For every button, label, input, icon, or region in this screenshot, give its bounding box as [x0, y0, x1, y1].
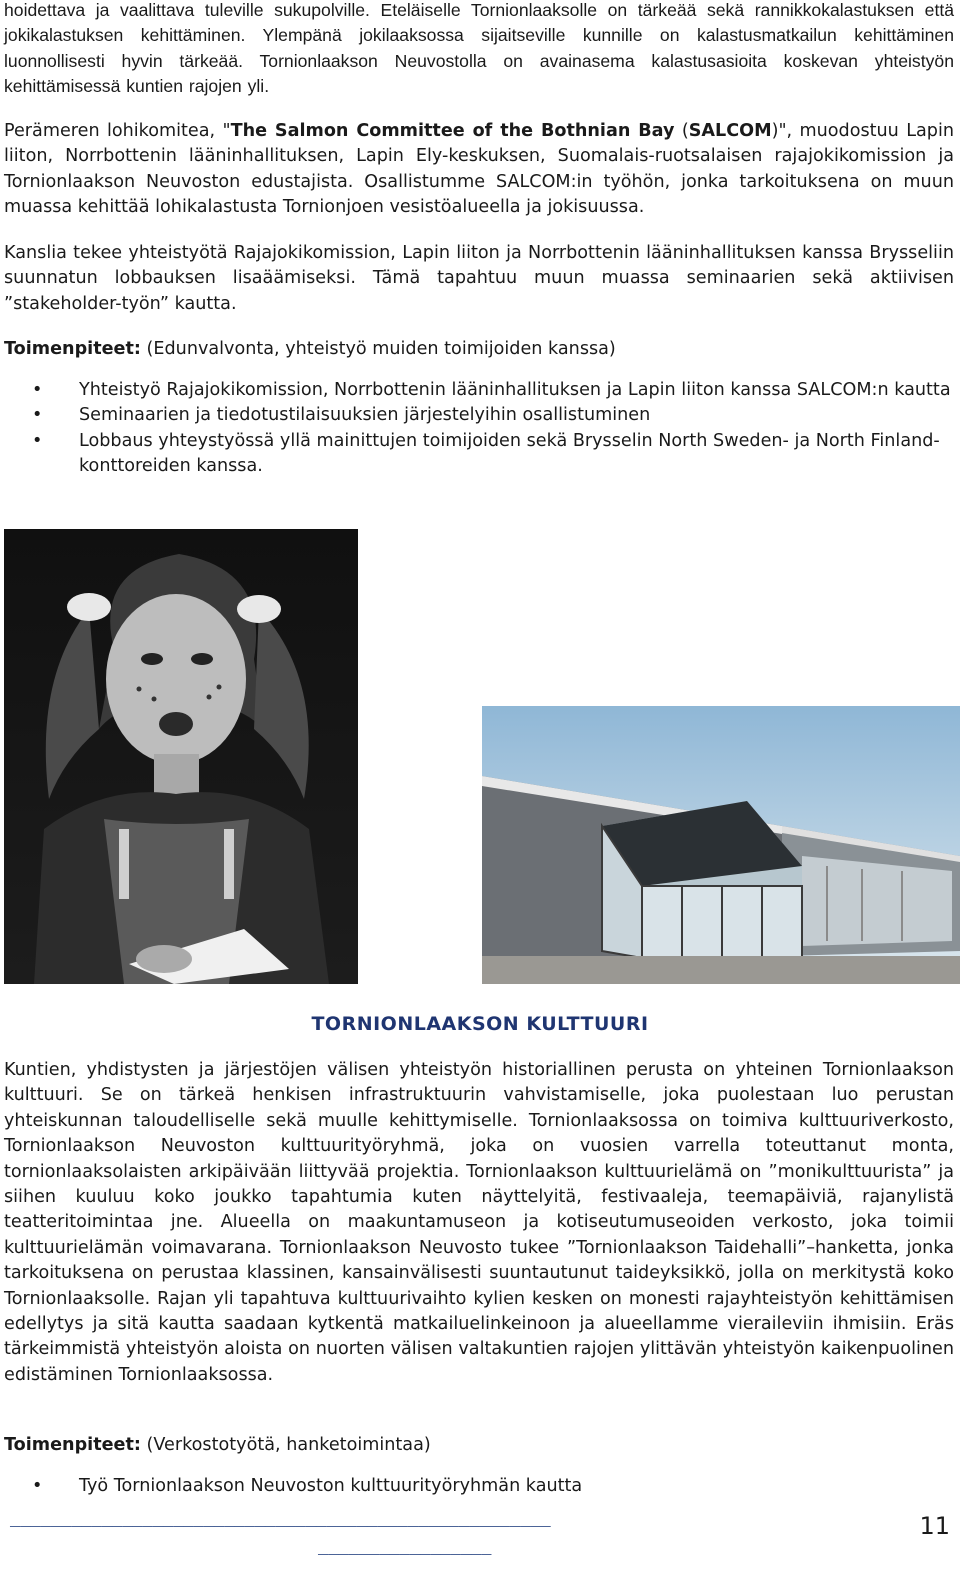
- footer-rule-1: _____________________________________________________: [10, 1512, 551, 1531]
- salcom-paragraph: Perämeren lohikomitea, "The Salmon Committee of the Bothnian Bay (SALCOM)", muodostuu Lapin liiton, Norrbottenin lääninhallituksen, Lapin Ely-keskuksen, Suomalais-ruotsalaisen rajajokikomission ja Tornionlaakson Neuvoston edustajista. Osallistumme SALCOM:in työhön, jonka tarkoituksena on muun muassa kehittää lohikalastusta Tornionjoen vesistöalueella ja jokisuussa.: [4, 121, 954, 218]
- measures2-label: Toimenpiteet:: [4, 1435, 141, 1455]
- list-item: • Lobbaus yhteystyössä yllä mainittujen toimijoiden sekä Brysselin North Sweden- ja North Finland- konttoreiden kanssa.: [4, 429, 954, 480]
- culture-paragraph: Kuntien, yhdistysten ja järjestöjen välisen yhteistyön historiallinen perusta on yhteinen Tornionlaakson kulttuuri. Se on tärkeä henkisen infrastruktuurin vahvistamiselle, joka puolestaan luo perustan yhteiskunnan taloudelliselle sekä muulle kehittymiselle. Tornionlaaksossa on toimiva kulttuuriverkosto, Tornionlaakson Neuvoston kulttuurityöryhmä, joka on vuosien varrella toteuttanut monta, tornionlaaksolaisten arkipäivään liittyvää projektia. Tornionlaakson kulttuurielämä on ”monikulttuurista” ja siihen kuuluu koko joukko tapahtumia kuten näyttelyitä, festivaaleja, teemapäiviä, rajanylistä teatteritoimintaa jne. Alueella on maakuntamuseon ja kotiseutumuseoiden verkosto, joka toimii kulttuurielämän voimavarana. Tornionlaakson Neuvosto tukee ”Tornionlaakson Taidehalli”–hanketta, jonka tarkoituksena on perustaa klassinen, kansainvälisesti suuntautunut taideyksikkö, jolla on merkitystä koko Tornionlaaksolle. Rajan yli tapahtuva kulttuurivaihto kylien kesken on monesti rajayhteistyön kehittämisen edellytys ja sitä kautta saadaan kytkentä matkailuelinkeinoon ja alueellamme vieraileviin ihmisiin. Eräs tärkeimmistä yhteistyön aloista on nuorten välisen valtakuntien rajojen ylittävän yhteistyön kaikenpuolinen edistäminen Tornionlaaksossa.: [4, 1060, 954, 1385]
- kanslia-paragraph: Kanslia tekee yhteistyötä Rajajokikomission, Lapin liiton ja Norrbottenin lääninhallituksen kanssa Brysseliin suunnatun lobbauksen lisaäämiseksi. Tämä tapahtuu muun muassa seminaarien sekä aktiivisen ”stakeholder-työn” kautta.: [4, 243, 954, 314]
- salcom-committee-name: The Salmon Committee of the Bothnian Bay: [230, 121, 675, 141]
- list-item: • Työ Tornionlaakson Neuvoston kulttuurityöryhmän kautta: [4, 1474, 954, 1499]
- intro-paragraph: hoidettava ja vaalittava tuleville sukupolville. Eteläiselle Tornionlaaksolle on tärkeää sekä rannikkokalastuksen että jokikalastuksen kehittäminen. Ylempänä jokilaaksossa sijaitseville kunnille on kalastusmatkailun kehittäminen luonnollisesti hyvin tärkeää. Tornionlaakson Neuvostolla on avainasema kalastusasioita koskevan yhteistyön kehittämisessä kuntien rajojen yli.: [4, 0, 954, 97]
- section-heading-culture: TORNIONLAAKSON KULTTUURI: [311, 1013, 649, 1035]
- measures1-heading: Toimenpiteet: (Edunvalvonta, yhteistyö muiden toimijoiden kanssa): [4, 339, 616, 359]
- measures2-heading: Toimenpiteet: (Verkostotyötä, hanketoimintaa): [4, 1435, 431, 1455]
- page-number: 11: [919, 1512, 950, 1540]
- building-photo: [482, 706, 960, 984]
- salcom-abbr: SALCOM: [688, 121, 772, 141]
- footer-rule-2: _________________: [318, 1540, 492, 1559]
- measures2-list: [4, 1474, 954, 1499]
- measures1-list: [4, 378, 954, 480]
- measures1-label: Toimenpiteet:: [4, 339, 141, 359]
- girl-singing-photo: [4, 529, 358, 984]
- list-item: • Yhteistyö Rajajokikomission, Norrbottenin lääninhallituksen ja Lapin liiton kanssa SALCOM:n kautta: [4, 378, 954, 403]
- list-item: • Seminaarien ja tiedotustilaisuuksien järjestelyihin osallistuminen: [4, 403, 954, 428]
